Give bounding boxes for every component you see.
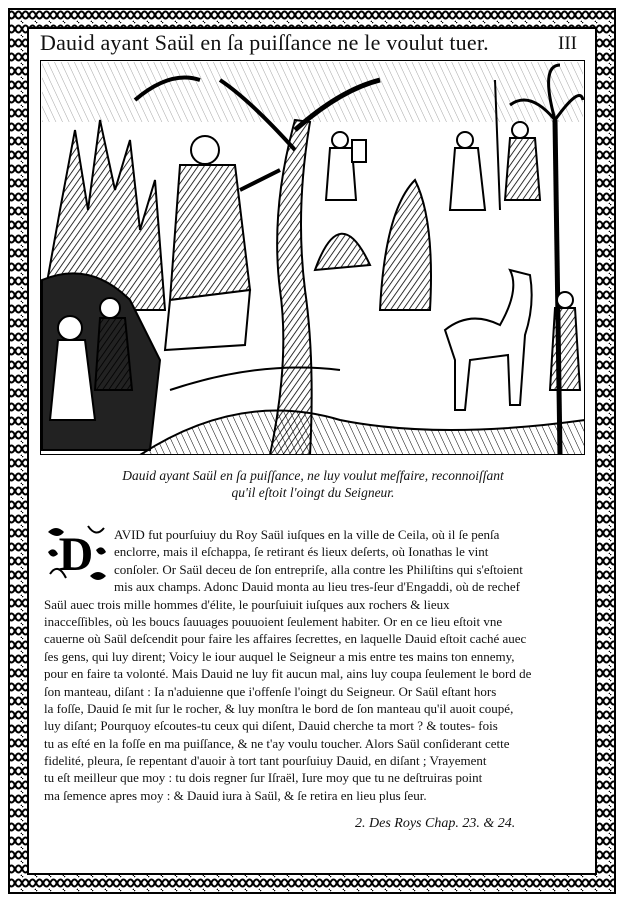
text-line: conſoler. Or Saül deceu de ſon entrepriſe, alla contre les Philiſtins qui s'eſtoient: [114, 561, 523, 577]
dropcap-letter: D: [58, 528, 94, 581]
text-line: tu as eſté en la foſſe en ma puiſſance, & ne t'ay voulu toucher. Alors Saül conſiderant cette: [44, 735, 510, 751]
text-line: luy diſant; Pourquoy eſcoutes-tu ceux qui diſent, Dauid cherche ta mort ? & toutes- fois: [44, 718, 498, 734]
text-line: cauerne où Saül deſcendit pour faire les affaires ſecrettes, en laquelle Dauid eſtoit caché auec: [44, 631, 527, 647]
caption-line: qu'il eſtoit l'oingt du Seigneur.: [231, 485, 395, 500]
page-title: Dauid ayant Saül en ſa puiſſance ne le voulut tuer.: [40, 30, 489, 55]
text-line: AVID fut pourſuiuy du Roy Saül iuſques en la ville de Ceila, où il ſe penſa: [114, 527, 500, 542]
text-line: enclorre, mais il eſchappa, ſe retirant és lieux deſerts, où Ionathas le vint: [114, 544, 489, 560]
text-line: ma ſemence apres moy : & Dauid iura à Saül, & ſe retira en lieu plus ſeur.: [44, 787, 427, 803]
text-line: pour en faire ta volonté. Mais Dauid ne luy fit aucun mal, ains luy coupa ſeulement le bord de: [44, 666, 532, 682]
text-line: mis aux champs. Adonc Dauid monta au lieu tres-ſeur d'Engaddi, où de rechef: [114, 579, 520, 595]
caption-line: Dauid ayant Saül en ſa puiſſance, ne luy voulut meſfaire, reconnoiſſant: [122, 468, 504, 483]
text-line: fidelité, pleura, ſe repentant d'auoir à tort tant pourſuiuy Dauid, en diſant ; Vrayement: [44, 753, 487, 769]
woodcut-illustration: [40, 60, 585, 455]
text-line: inacceſſibles, où les boucs ſauuages pouuoient ſeulement habiter. Or en ce lieu eſtoit vne: [44, 613, 503, 629]
illustration-caption: [58, 467, 568, 501]
text-line: ſon manteau, diſant : Ia n'aduienne que i'offenſe l'oingt du Seigneur. Or Saül eſtant hors: [44, 683, 497, 699]
body-text: [44, 526, 585, 804]
text-line: la foſſe, Dauid ſe mit ſur le rocher, & luy monſtra le bord de ſon manteau qu'il auoit coupé,: [44, 700, 514, 716]
scripture-reference: 2. Des Roys Chap. 23. & 24.: [355, 816, 516, 831]
page-number: III: [558, 33, 577, 54]
text-line: ſes gens, qui luy dirent; Voicy le iour auquel le Seigneur a mis entre tes mains ton ennemy,: [44, 648, 515, 664]
text-line: tu eſt meilleur que moy : tu dois regner ſur Iſraël, Iure moy que tu ne deſtruiras point: [44, 770, 483, 786]
text-line: Saül auec trois mille hommes d'élite, le pourſuiuit iuſques aux rochers & lieux: [44, 596, 450, 612]
